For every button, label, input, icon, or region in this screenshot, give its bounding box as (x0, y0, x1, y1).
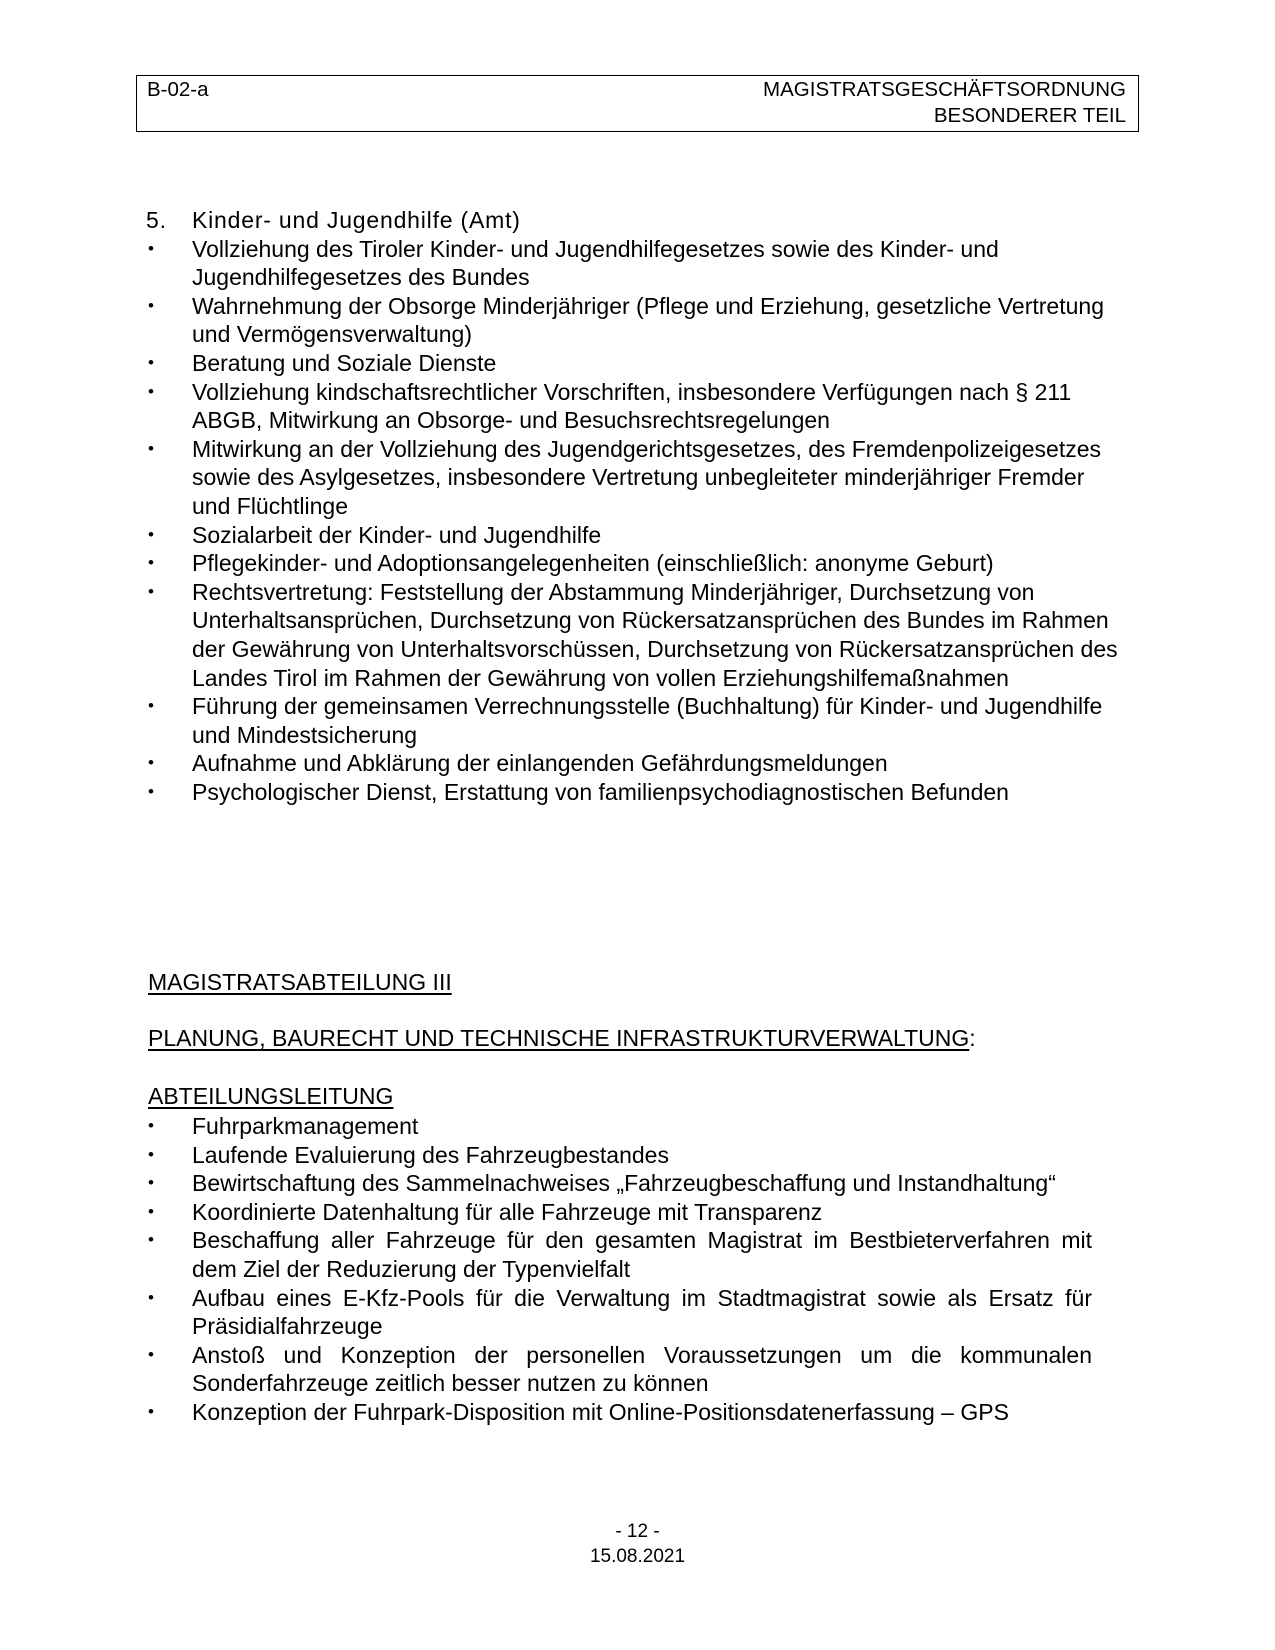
document-header (136, 75, 1139, 132)
bullet-icon: • (148, 1116, 154, 1135)
kinder-jugendhilfe-item (0, 578, 1275, 692)
kinder-jugendhilfe-item (0, 749, 1275, 778)
kinder-jugendhilfe-item-text: Vollziehung kindschaftsrechtlicher Vorschriften, insbesondere Verfügungen nach § 211 ABGB, Mitwirkung an Obsorge- und Besuchsrechtsregelungen (192, 378, 1072, 434)
kinder-jugendhilfe-item (0, 692, 1275, 749)
kinder-jugendhilfe-item (0, 349, 1275, 378)
fuhrpark-item-text: Bewirtschaftung des Sammelnachweises „Fahrzeugbeschaffung und Instandhaltung“ (192, 1170, 1056, 1197)
kinder-jugendhilfe-item-text: Rechtsvertretung: Feststellung der Abstammung Minderjähriger, Durchsetzung von Unterhaltsansprüchen, Durchsetzung von Rückersatzansprüchen des Bundes im Rahmen der Gewährung von Unterhaltsvorschüssen, Durchsetzung von Rückersatzansprüchen des Landes Tirol im Rahmen der Gewährung von vollen Erziehungshilfemaßnahmen (192, 578, 1118, 691)
kinder-jugendhilfe-item (0, 521, 1275, 550)
fuhrpark-item-text: Aufbau eines E-Kfz-Pools für die Verwaltung im Stadtmagistrat sowie als Ersatz für Präsidialfahrzeuge (192, 1284, 1092, 1340)
document-date: 15.08.2021 (589, 1546, 686, 1567)
kinder-jugendhilfe-item (0, 378, 1275, 435)
department-subtitle-suffix: : (969, 1025, 976, 1051)
kinder-jugendhilfe-item (0, 292, 1275, 349)
bullet-icon: • (148, 1287, 154, 1307)
fuhrpark-item (0, 1198, 1275, 1227)
bullet-icon: • (148, 381, 154, 401)
section-heading-text: Kinder- und Jugendhilfe (Amt) (192, 207, 521, 233)
fuhrpark-item (0, 1112, 1275, 1141)
fuhrpark-item (0, 1284, 1275, 1341)
bullet-icon: • (148, 1344, 154, 1364)
bullet-icon: • (148, 581, 154, 601)
fuhrpark-item-text: Koordinierte Datenhaltung für alle Fahrzeuge mit Transparenz (192, 1198, 823, 1225)
document-code: B-02-a (147, 78, 209, 101)
bullet-icon: • (148, 1144, 154, 1164)
department-title: MAGISTRATSABTEILUNG III (148, 969, 452, 995)
fuhrpark-item-text: Anstoß und Konzeption der personellen Voraussetzungen um die kommunalen Sonderfahrzeuge zeitlich besser nutzen zu können (192, 1341, 1092, 1397)
bullet-icon: • (148, 1230, 154, 1250)
kinder-jugendhilfe-list (0, 206, 1275, 806)
kinder-jugendhilfe-item-text: Aufnahme und Abklärung der einlangenden Gefährdungsmeldungen (192, 750, 888, 777)
bullet-icon: • (148, 553, 154, 573)
bullet-icon: • (148, 1173, 154, 1193)
section-number: 5. (146, 207, 167, 233)
fuhrpark-item (0, 1226, 1275, 1283)
kinder-jugendhilfe-item (0, 235, 1275, 292)
fuhrpark-item (0, 1398, 1275, 1427)
kinder-jugendhilfe-item-text: Beratung und Soziale Dienste (192, 349, 497, 376)
bullet-icon: • (148, 1401, 154, 1421)
kinder-jugendhilfe-item-text: Wahrnehmung der Obsorge Minderjähriger (Pflege und Erziehung, gesetzliche Vertretung und Vermögensverwaltung) (192, 292, 1104, 348)
bullet-icon: • (148, 352, 154, 372)
department-subtitle: PLANUNG, BAURECHT UND TECHNISCHE INFRASTRUKTURVERWALTUNG: (148, 1025, 976, 1051)
fuhrpark-item-text: Laufende Evaluierung des Fahrzeugbestandes (192, 1141, 669, 1168)
fuhrpark-item-text: Konzeption der Fuhrpark-Disposition mit Online-Positionsdatenerfassung – GPS (192, 1398, 1009, 1425)
fuhrpark-item (0, 1169, 1275, 1198)
document-title (763, 77, 1126, 129)
kinder-jugendhilfe-item (0, 435, 1275, 521)
abteilungsleitung-list (0, 1112, 1275, 1427)
kinder-jugendhilfe-item (0, 778, 1275, 807)
kinder-jugendhilfe-item-text: Vollziehung des Tiroler Kinder- und Jugendhilfegesetzes sowie des Kinder- und Jugendhilfegesetzes des Bundes (192, 235, 999, 291)
document-title-line-2: BESONDERER TEIL (933, 104, 1126, 127)
unit-heading: ABTEILUNGSLEITUNG (148, 1083, 394, 1109)
kinder-jugendhilfe-item-text: Sozialarbeit der Kinder- und Jugendhilfe (192, 521, 602, 548)
kinder-jugendhilfe-item (0, 549, 1275, 578)
fuhrpark-item-text: Beschaffung aller Fahrzeuge für den gesamten Magistrat im Bestbieterverfahren mit dem Ziel der Reduzierung der Typenvielfalt (192, 1227, 1092, 1282)
bullet-icon: • (148, 753, 154, 773)
kinder-jugendhilfe-item-text: Pflegekinder- und Adoptionsangelegenheiten (einschließlich: anonyme Geburt) (192, 550, 994, 577)
kinder-jugendhilfe-item-text: Psychologischer Dienst, Erstattung von familienpsychodiagnostischen Befunden (192, 778, 1009, 805)
bullet-icon: • (148, 295, 154, 315)
bullet-icon: • (148, 438, 154, 458)
bullet-icon: • (148, 524, 154, 544)
bullet-icon: • (148, 781, 154, 801)
bullet-icon: • (148, 1201, 154, 1221)
section-heading (0, 206, 1275, 235)
bullet-icon: • (148, 696, 154, 716)
kinder-jugendhilfe-item-text: Mitwirkung an der Vollziehung des Jugendgerichtsgesetzes, des Fremdenpolizeigesetzes sowie des Asylgesetzes, insbesondere Vertretung unbegleiteter minderjähriger Fremder und Flüchtlinge (192, 435, 1102, 519)
fuhrpark-item-text: Fuhrparkmanagement (192, 1113, 419, 1139)
fuhrpark-item (0, 1141, 1275, 1170)
fuhrpark-item (0, 1341, 1275, 1398)
kinder-jugendhilfe-item-text: Führung der gemeinsamen Verrechnungsstelle (Buchhaltung) für Kinder- und Jugendhilfe und Mindestsicherung (192, 693, 1103, 748)
document-title-line-1: MAGISTRATSGESCHÄFTSORDNUNG (763, 78, 1126, 101)
page-number: - 12 - (615, 1521, 660, 1542)
bullet-icon: • (148, 238, 154, 258)
